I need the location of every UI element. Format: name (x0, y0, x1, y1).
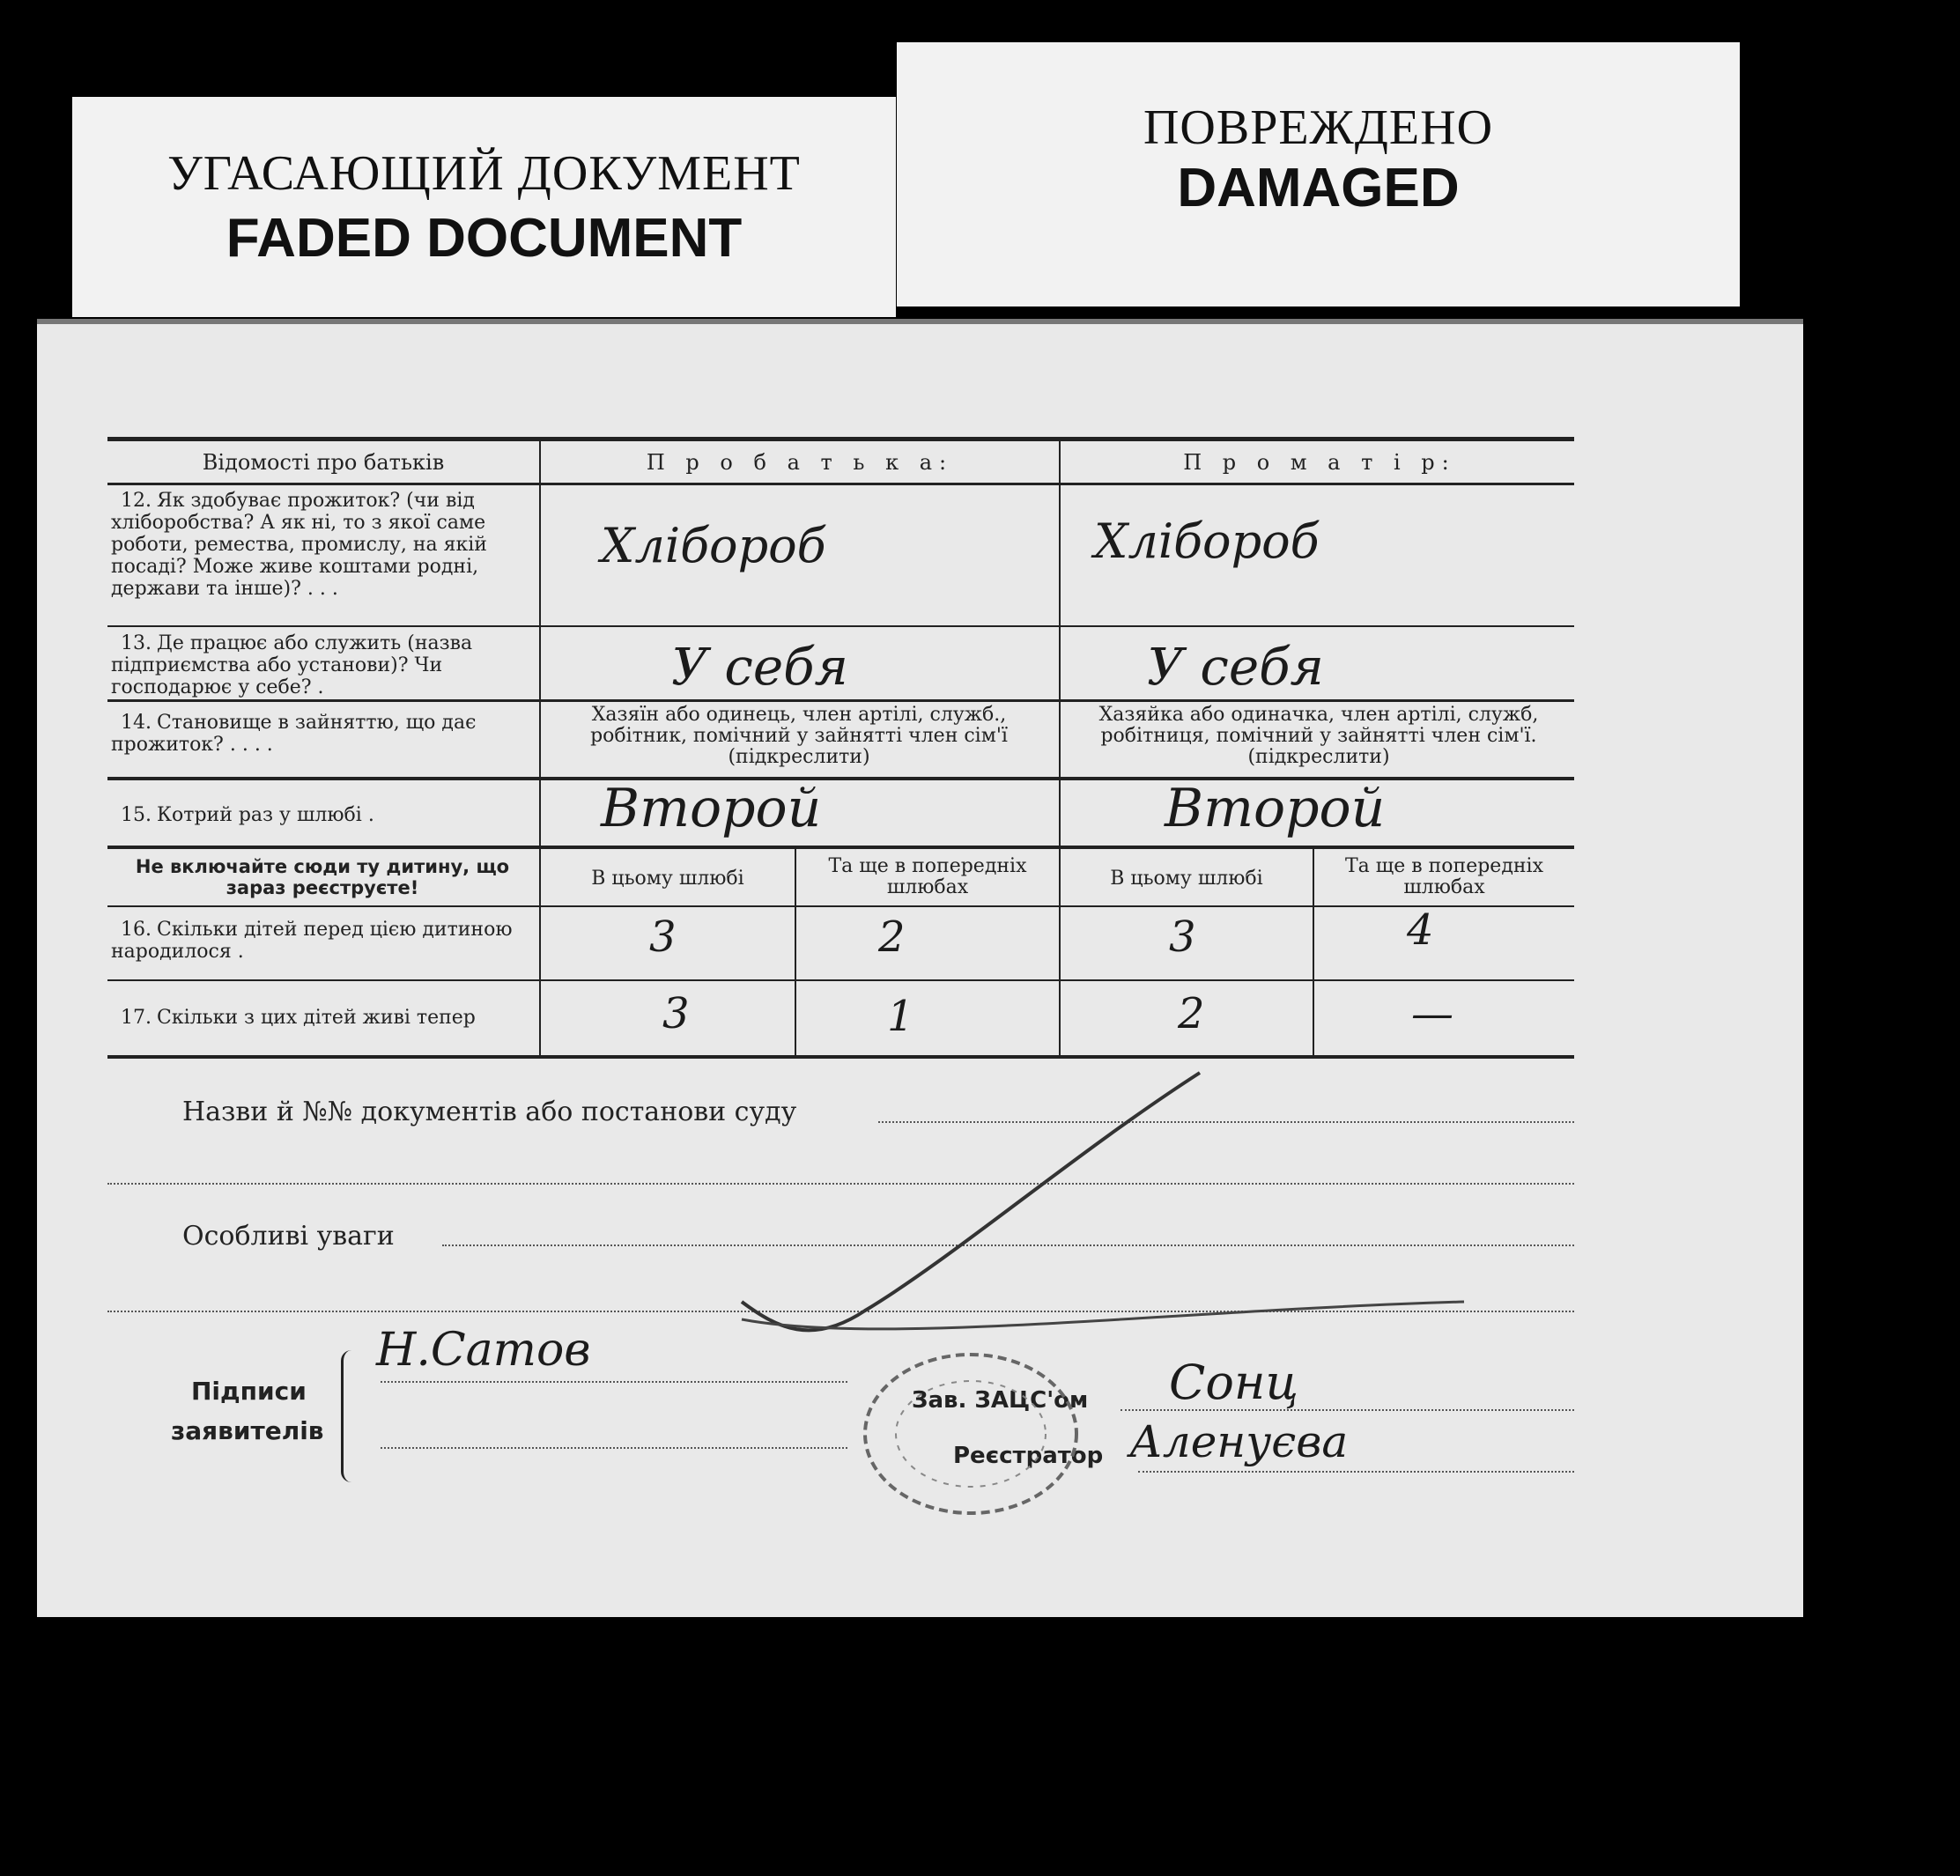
damaged-label (897, 42, 1740, 307)
damaged-label-ru: ПОВРЕЖДЕНО (1143, 100, 1494, 155)
mother-previous-header: Та ще в попередніх шлюбах (1345, 855, 1543, 898)
row-14-father-options: Хазяїн або одинець, член артілі, служб., робітник, помічний у зайнятті член сім'ї (підкреслити) (590, 704, 1008, 768)
row-12-mother-answer: Хлібороб (1094, 513, 1320, 569)
signatures-label-1: Підписи (191, 1377, 307, 1406)
row-15-question: 15. Котрий раз у шлюбі . (121, 804, 374, 826)
father-header: П р о б а т ь к а: (646, 450, 954, 475)
signature-stroke (706, 1064, 1482, 1372)
row-16-mother-this: 3 (1169, 912, 1196, 962)
faded-label-en: FADED DOCUMENT (226, 208, 743, 269)
remarks-label: Особливі уваги (182, 1221, 395, 1252)
official-stamp (856, 1346, 1085, 1522)
damaged-label-en: DAMAGED (1177, 158, 1460, 218)
row-14-mother-options: Хазяйка або одиначка, член артілі, служб, робітниця, помічний у зайнятті член сім'ї. (підкреслити) (1098, 704, 1539, 768)
row-17-mother-this: 2 (1178, 989, 1205, 1038)
row-14-question: 14. Становище в зайняттю, що дає прожиток? . . . . (111, 712, 477, 756)
row-16-father-this: 3 (649, 912, 677, 962)
row-16-mother-prev: 4 (1407, 905, 1434, 955)
signatures-label-2: заявителів (171, 1416, 324, 1445)
registrar-label: Реєстратор (953, 1443, 1104, 1469)
children-note: Не включайте сюди ту дитину, що зараз реєструєте! (135, 856, 510, 898)
row-15-father-answer: Второй (601, 778, 822, 839)
father-previous-header: Та ще в попередніх шлюбах (828, 855, 1027, 898)
row-17-father-prev: 1 (887, 992, 914, 1041)
row-15-mother-answer: Второй (1165, 778, 1386, 839)
mother-header: П р о м а т і р: (1183, 450, 1456, 475)
row-13-mother-answer: У себя (1147, 637, 1324, 697)
registrar-signature: Аленуєва (1129, 1416, 1349, 1467)
documents-label: Назви й №№ документів або постанови суду (182, 1097, 797, 1127)
registration-form-sheet (37, 319, 1803, 1617)
father-this-marriage-header: В цьому шлюбі (591, 868, 744, 890)
row-17-father-this: 3 (662, 989, 690, 1038)
row-13-father-answer: У себя (671, 637, 848, 697)
applicant-signature: Н.Сатов (376, 1324, 591, 1377)
zags-head-label: Зав. ЗАЦС'ом (912, 1387, 1089, 1414)
table-col-header: Відомості про батьків (202, 450, 445, 475)
mother-this-marriage-header: В цьому шлюбі (1110, 868, 1263, 890)
row-12-father-answer: Хлібороб (601, 518, 826, 573)
row-17-question: 17. Скільки з цих дітей живі тепер (121, 1007, 476, 1029)
faded-document-label (72, 97, 896, 317)
zags-head-signature: Сонц (1169, 1355, 1299, 1410)
row-17-mother-prev: — (1411, 989, 1453, 1038)
faded-label-ru: УГАСАЮЩИЙ ДОКУМЕНТ (167, 146, 801, 201)
row-16-question: 16. Скільки дітей перед цією дитиною народилося . (111, 919, 513, 963)
row-16-father-prev: 2 (878, 912, 906, 962)
row-13-question: 13. Де працює або служить (назва підприємства або установи)? Чи господарює у себе? . (111, 632, 473, 698)
row-12-question: 12. Як здобуває прожиток? (чи від хліборобства? А як ні, то з якої саме роботи, ремества, промислу, на якій посаді? Може живе коштами родні, держави та інше)? . . . (111, 490, 487, 600)
